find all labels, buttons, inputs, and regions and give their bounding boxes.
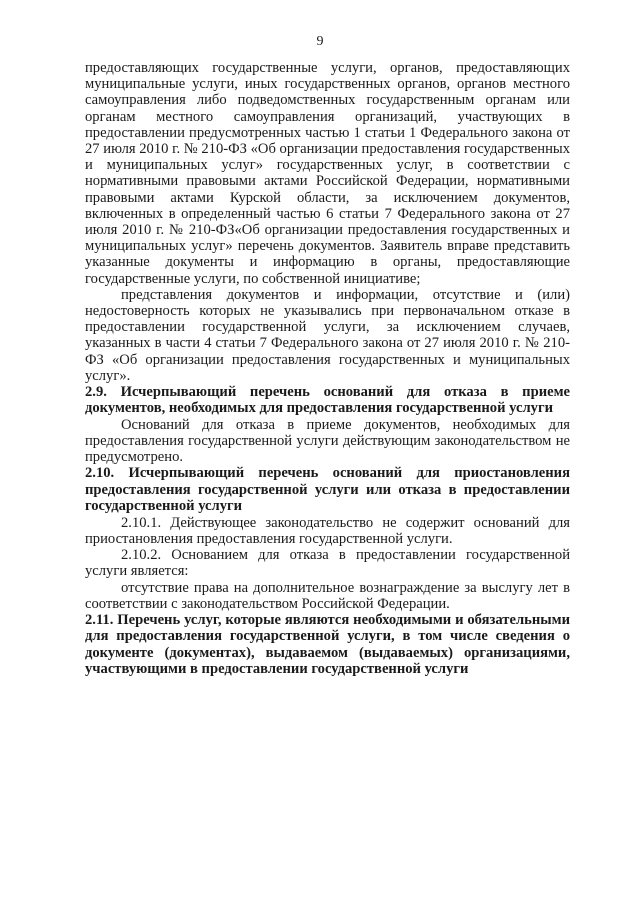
page-number: 9 xyxy=(316,34,324,49)
document-body xyxy=(85,60,570,678)
section-2-9-text: Оснований для отказа в приеме документов, необходимых для предоставления государственной услуги действующим законодательством не предусмотрено. xyxy=(85,416,570,466)
section-heading-2-11: 2.11. Перечень услуг, которые являются необходимыми и обязательными для предоставления государственной услуги, в том числе сведения о документе (документах), выдаваемом (выдаваемых) организациями, участвующими в предоставлении государственной услуги xyxy=(85,611,570,678)
paragraph-continued: предоставляющих государственные услуги, органов, предоставляющих муниципальные услуги, иных государственных органов, органов местного самоуправления либо подведомственных государственным органам или органам местного самоуправления организаций, участвующих в предоставлении предусмотренных частью 1 статьи 1 Федерального закона от 27 июля 2010 г. № 210-ФЗ «Об организации предоставления государственных и муниципальных услуг» государственных услуг, в соответствии с нормативными правовыми актами Российской Федерации, нормативными правовыми актами Курской области, за исключением документов, включенных в определенный частью 6 статьи 7 Федерального закона от 27 июля 2010 г. № 210-ФЗ«Об организации предоставления государственных и муниципальных услуг» перечень документов. Заявитель вправе представить указанные документы и информацию в органы, предоставляющие государственные услуги, по собственной инициативе; xyxy=(85,60,570,287)
paragraph-representation: представления документов и информации, отсутствие и (или) недостоверность которых не указывались при первоначальном отказе в предоставлении государственной услуги, за исключением случаев, указанных в части 4 статьи 7 Федерального закона от 27 июля 2010 г. № 210-ФЗ «Об организации предоставления государственных и муниципальных услуг». xyxy=(85,286,570,384)
section-2-10-2: 2.10.2. Основанием для отказа в предоставлении государственной услуги является: xyxy=(85,547,570,580)
section-heading-2-9: 2.9. Исчерпывающий перечень оснований для отказа в приеме документов, необходимых для предоставления государственной услуги xyxy=(85,384,570,417)
section-2-10-1: 2.10.1. Действующее законодательство не содержит оснований для приостановления предоставления государственной услуги. xyxy=(85,514,570,547)
section-heading-2-10: 2.10. Исчерпывающий перечень оснований для приостановления предоставления государственной услуги или отказа в предоставлении государственной услуги xyxy=(85,465,570,515)
section-2-10-2-ground: отсутствие права на дополнительное вознаграждение за выслугу лет в соответствии с законодательством Российской Федерации. xyxy=(85,579,570,612)
